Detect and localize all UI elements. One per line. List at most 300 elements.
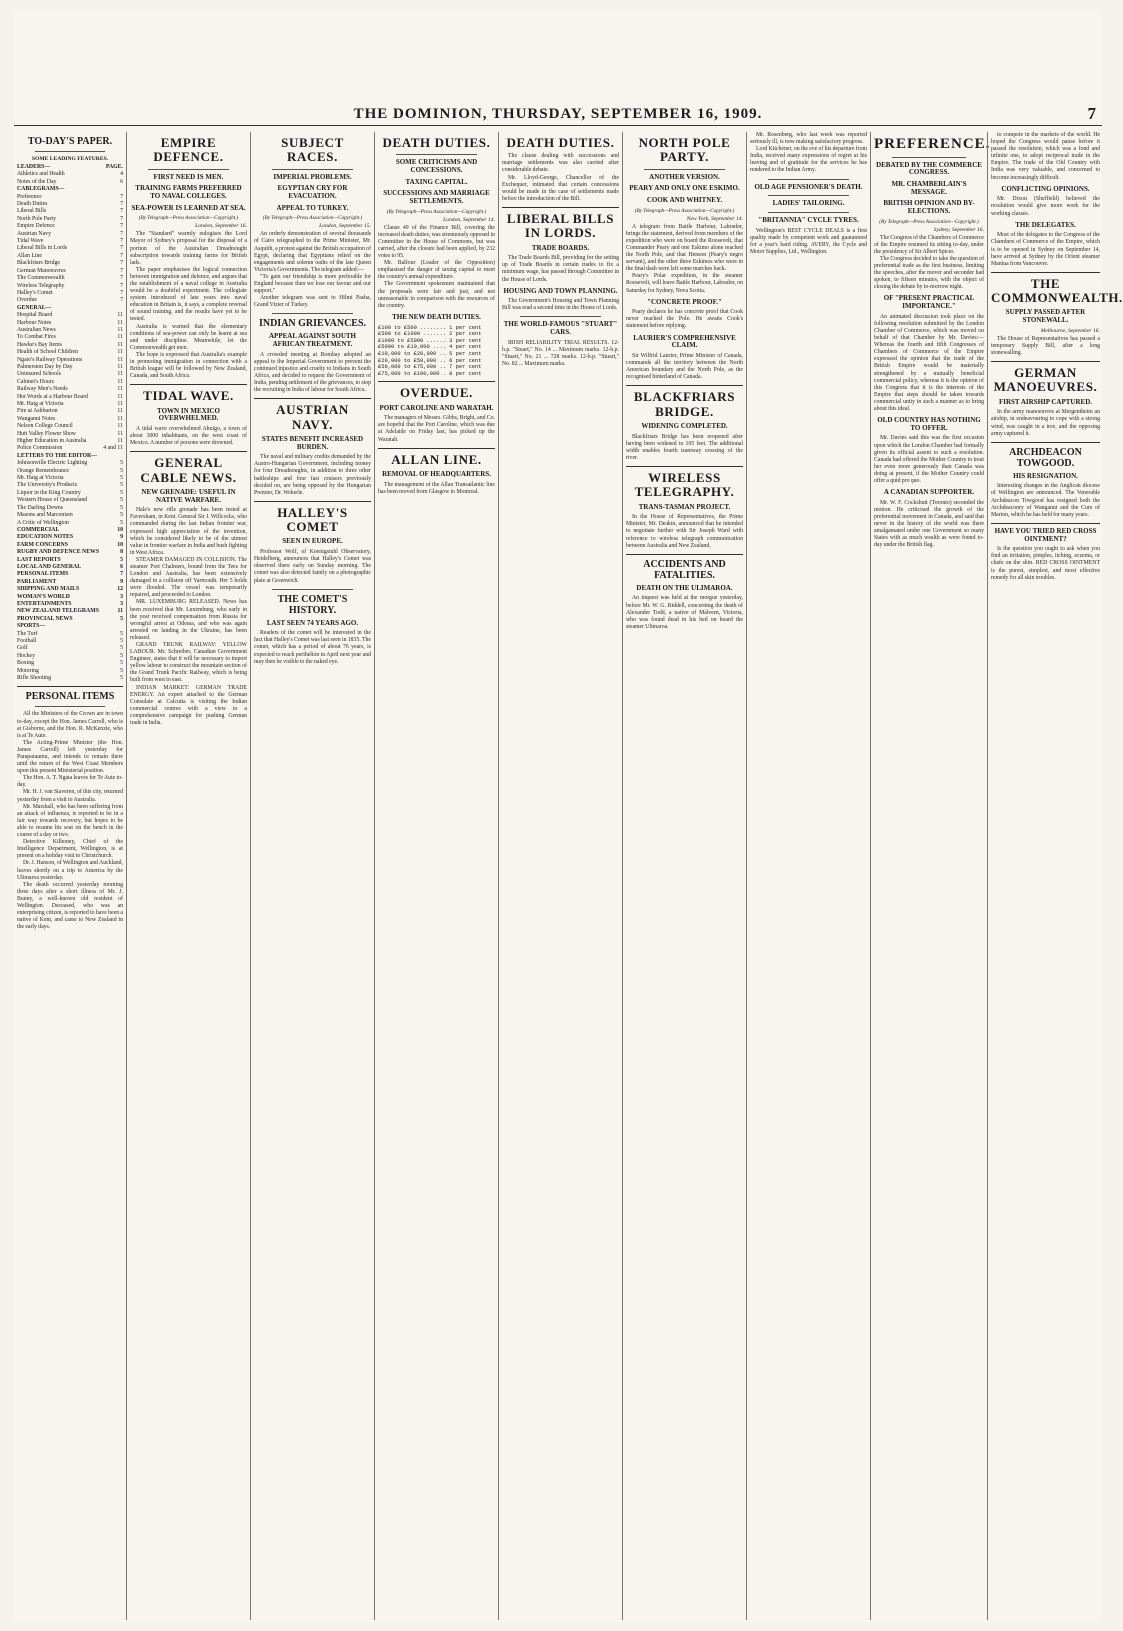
advertisement-heading: "BRITANNIA" CYCLE TYRES. xyxy=(758,215,859,224)
index-entry-label: Hockey xyxy=(17,652,36,659)
index-entry-label: LETTERS TO THE EDITOR— xyxy=(17,452,97,459)
article-paragraph: The hope is expressed that Australia's example in promoting immigration in connection with a British league will be followed by New Zealand, Canada, and South Africa. xyxy=(130,351,247,380)
index-entry-label: Ngaio's Railway Operations xyxy=(17,356,83,363)
article-subheading: LADIES' TAILORING. xyxy=(772,199,845,208)
index-entry-label: Western House of Queensland xyxy=(17,497,88,504)
article-dateline: London, September 14. xyxy=(443,216,495,223)
index-entry-label: German Manoeuvres xyxy=(17,267,66,274)
index-entry-label: The University's Products xyxy=(17,482,77,489)
article-paragraph: IRISH RELIABILITY TRIAL RESULTS. 12-h.p. "Stuart," No. 14 ... Maximum marks. 12-h.p. "Stuart," No. 21 ... 728 marks. 12-h.p. "Stuart," No. 82 ... Maximum marks. xyxy=(502,339,619,368)
article-paragraph: The clause dealing with successions and marriage settlements was also carried after considerable debate. xyxy=(502,153,619,174)
article-body xyxy=(130,507,247,727)
article-body xyxy=(626,353,743,381)
index-entry-label: Higher Education in Australia xyxy=(17,438,87,445)
index-entry xyxy=(17,668,123,675)
article-paragraph: Mr. Lloyd-George, Chancellor of the Exchequer, intimated that certain concessions would be made in the case of settlements made before the introduction of the Bill. xyxy=(502,174,619,202)
index-entry xyxy=(17,520,123,527)
index-entry-page: 11 xyxy=(117,319,123,326)
duties-table xyxy=(378,325,495,378)
article-body xyxy=(254,231,371,309)
index-entry-page: 5 xyxy=(120,482,123,489)
advertisement-heading: HAVE YOU TRIED RED CROSS OINTMENT? xyxy=(994,526,1097,543)
article-byline: (By Telegraph—Press Association—Copyright.) xyxy=(634,207,735,214)
index-entry xyxy=(17,579,123,586)
article-subheading: STATES BENEFIT INCREASED BURDEN. xyxy=(261,434,364,451)
index-entry xyxy=(17,401,123,408)
index-entry-label: LOCAL AND GENERAL xyxy=(17,563,82,570)
article-paragraph: The "Standard" warmly eulogises the Lord Mayor of Sydney's proposal for the disposal of a portion of the Australian Dreadnought subscription towards training farms for British lads. xyxy=(130,231,247,266)
personal-items-text xyxy=(17,711,123,931)
article-paragraph: The Acting-Prime Minister (the Hon. James Carroll) left yesterday for Paraparaumu, and intends to remain there until the return of the West Coast Members upon this present Ministerial position. xyxy=(17,739,123,775)
index-entry xyxy=(17,645,123,652)
table-heading: THE NEW DEATH DUTIES. xyxy=(392,312,481,321)
article-paragraph: An orderly demonstration of several thousands of Cairo telegraphed to the Prime Minister, Mr. Asquith, a protest against the British occupation of Egypt, declaring that Egyptians relied on the engagements and solemn oaths of the late Queen Victoria's Governments. The telegram added:— xyxy=(254,231,371,273)
article-body xyxy=(254,352,371,395)
article-heading: ALLAN LINE. xyxy=(391,451,482,467)
index-entry xyxy=(17,571,123,578)
index-entry-page: 11 xyxy=(117,371,123,378)
article-subheading: CONFLICTING OPINIONS. xyxy=(1001,184,1090,193)
article-heading: DEATH DUTIES. xyxy=(382,135,491,150)
index-entry-label: Boxing xyxy=(17,660,35,667)
article-paragraph: The Congress decided to take the question of preferential trade as the first business, limiting the speeches, after the mover and seconder had spoken, to fifteen minutes, with the object of closing the debate by to-morrow night. xyxy=(874,255,984,291)
article-paragraph: GRAND TRUNK RAILWAY: YELLOW LABOUR. Mr. Schreiber, Canadian Government Engineer, states that it will be necessary to import yellow labour to construct the mountain section of the Grand Trunk Pacific Railway, which is being built from west to east. xyxy=(130,642,247,684)
article-paragraph: Peary declares he has concrete proof that Cook never reached the Pole. He awaits Cook's statement before replying. xyxy=(626,309,743,330)
index-entry-page: 7 xyxy=(120,238,123,245)
index-entry xyxy=(17,638,123,645)
article-subheading: SUPPLY PASSED AFTER STONEWALL. xyxy=(1005,308,1086,325)
index-entry xyxy=(17,186,123,193)
article-paragraph: Mr. W. F. Cockshutt (Toronto) seconded the motion. He criticised the growth of the preferential movement in Canada, and said that never in the history of the world was there amalgamated under one Government so many States with as much wealth as were found to-day under the British flag. xyxy=(874,499,984,549)
index-entry-label: Hot Words at a Harbour Board xyxy=(17,393,89,400)
index-entry-page: 5 xyxy=(120,638,123,644)
index-entry-label: Australian News xyxy=(17,326,56,333)
index-entry-label: Johnsonville Electric Lighting xyxy=(17,460,88,467)
index-entry xyxy=(17,297,123,304)
article-subheading: MR. CHAMBERLAIN'S MESSAGE. xyxy=(891,179,967,196)
column-north-pole xyxy=(622,132,746,1620)
article-paragraph: to compete in the markets of the world. He hoped the Congress would pause before it passed the resolution, which was a fond and infinite one, to adopt reciprocal trade in the Empire. The trade of the Old Country with India was very valuable, and concerned to become increasingly difficult. xyxy=(991,132,1100,181)
article-body xyxy=(130,426,247,447)
index-entry xyxy=(17,171,123,178)
index-entry-page: 7 xyxy=(120,245,123,252)
index-entry xyxy=(17,431,123,438)
index-entry xyxy=(17,623,123,630)
index-entry-label: Orange Remembrance xyxy=(17,467,69,474)
article-body xyxy=(254,630,371,665)
table-row: £500 to £1000 ....... 2 per cent xyxy=(378,331,482,338)
index-entry xyxy=(17,394,123,401)
index-entry-label: EDUCATION NOTES xyxy=(17,534,74,541)
article-dateline: London, September 15. xyxy=(319,223,371,230)
article-subheading: WIDENING COMPLETED. xyxy=(641,421,728,430)
index-entry xyxy=(17,475,123,482)
index-entry-label: Motoring xyxy=(17,667,39,674)
article-heading: TIDAL WAVE. xyxy=(143,388,234,404)
article-paragraph: Sir Wilfrid Laurier, Prime Minister of Canada, commands all the territory between the North American boundary and the North Pole, as the recognised hinterland of Canada. xyxy=(626,352,743,381)
index-entry xyxy=(17,208,123,215)
index-entry-label: The Turf xyxy=(17,630,38,637)
article-heading: INDIAN GRIEVANCES. xyxy=(258,318,367,330)
article-paragraph: An animated discussion took place on the following resolution submitted by the London Chamber of Commerce, which was moved on behalf of that Chamber by Mr. Davies:— Whereas the fourth and fifth Congresses of Chambers of Commerce of the Empire expressed the opinion that the trade of the British Empire would be materially strengthened by a mutually beneficial commercial policy, whereas it is the opinion of this Congress that it is the interests of the Empire that steps should be taken towards commercial unity in such a manner as to bring about this ideal. xyxy=(874,313,984,412)
article-paragraph: Blackfriars Bridge has been reopened after having been widened to 105 feet. The additional width enables fourth tramway crossing of the river. xyxy=(626,433,743,461)
article-subheading: BRITISH OPINION AND BY-ELECTIONS. xyxy=(883,199,975,215)
index-entry-label: Mr. Haig at Victoria xyxy=(17,401,64,407)
article-dateline: Sydney, September 16. xyxy=(933,226,984,233)
article-heading: HALLEY'S COMET xyxy=(277,504,348,535)
index-entry xyxy=(17,675,123,682)
index-entry xyxy=(17,601,123,608)
index-entry-label: Harbour Notes xyxy=(17,319,52,326)
column-empire-defence xyxy=(126,132,250,1620)
index-entry-label: CABLEGRAMS— xyxy=(17,186,65,193)
index-entry xyxy=(17,438,123,445)
article-subheading: A CANADIAN SUPPORTER. xyxy=(883,488,975,497)
article-paragraph: The death occurred yesterday morning three days after a short illness of Mr. J. Bunny, a well-known old resident of Wellington. Deceased, who was an enterprising citizen, is reported to have been a native of Kent, and came to New Zealand in the early days. xyxy=(17,881,123,931)
index-entry-page: 4 xyxy=(120,171,123,178)
index-entry xyxy=(17,371,123,378)
column-todays-paper xyxy=(14,132,126,1620)
article-paragraph: Mr. Dixon (Sheffield) believed the resolution would give more work for the working classes. xyxy=(991,196,1100,217)
article-body xyxy=(991,336,1100,357)
article-subheading: HIS RESIGNATION. xyxy=(1013,471,1078,480)
divider xyxy=(378,448,495,449)
page-number: 7 xyxy=(1087,104,1096,123)
article-subheading: IMPERIAL PROBLEMS. xyxy=(273,172,352,181)
index-entry-label: PARLIAMENT xyxy=(17,578,57,585)
divider xyxy=(991,523,1100,524)
index-entry xyxy=(17,564,123,571)
index-entry-label: Halley's Comet xyxy=(17,289,53,296)
index-entry-page: 5 xyxy=(120,497,123,504)
newspaper-page xyxy=(14,10,1123,1622)
divider xyxy=(254,501,371,502)
article-body xyxy=(874,314,984,413)
index-entry-page: 11 xyxy=(117,312,123,319)
article-subheading: FIRST AIRSHIP CAPTURED. xyxy=(998,397,1093,406)
index-entry-page: 7 xyxy=(120,260,123,267)
index-entry-page: 7 xyxy=(120,230,123,237)
divider xyxy=(35,151,105,152)
article-body xyxy=(502,255,619,283)
index-entry xyxy=(17,260,123,267)
article-paragraph: Hale's new rifle grenade has been tested at Faversham, in Kent. General Sir J. Willcocks, who commanded during the last Indian frontier war, expressed high appreciation of the invention, which he considered likely to be of the utmost value in frontier warfare in India and bush fighting in West Africa. xyxy=(130,507,247,556)
article-body xyxy=(378,482,495,496)
index-entry-page: 7 xyxy=(120,201,123,208)
index-entry-label: Athletics and Health xyxy=(17,171,65,178)
index-entry-label: The Darling Downs xyxy=(17,504,64,511)
article-body xyxy=(130,231,247,380)
index-entry-label: Hutt Valley Flower Show xyxy=(17,430,76,437)
index-entry-label: SPORTS— xyxy=(17,623,46,630)
masthead xyxy=(14,106,1102,126)
article-heading: THE COMET'S HISTORY. xyxy=(277,593,348,616)
table-row: £100 to £500 ........ 1 per cent xyxy=(378,324,482,331)
index-entry xyxy=(17,312,123,319)
index-entry xyxy=(17,660,123,667)
index-entry xyxy=(17,327,123,334)
article-paragraph: INDIAN MARKET: GERMAN TRADE ENERGY. An expert attached to the German Consulate at Calcutta is visiting the Indian commercial centres with a view to a comprehensive campaign for pushing German trade in India. xyxy=(130,684,247,727)
article-subheading: TAXING CAPITAL. xyxy=(405,177,468,186)
article-body xyxy=(991,409,1100,437)
table-row: £5000 to £10,000 .... 4 per cent xyxy=(378,344,482,351)
index-entry-label: Allan Line xyxy=(17,252,42,259)
article-subheading: SEEN IN EUROPE. xyxy=(282,537,343,546)
index-entry xyxy=(17,549,123,556)
article-heading: AUSTRIAN NAVY. xyxy=(276,402,349,432)
article-paragraph: In the army manoeuvres at Mergentheim an airship, in endeavouring to cope with a strong wind, was caught in a tree, and the opposing army captured it. xyxy=(991,409,1100,437)
index-entry-page: 11 xyxy=(117,341,123,348)
article-paragraph: The naval and military credits demanded by the Austro-Hungarian Government, including money for four Dreadnoughts, in addition to three other battleships and four fast cruisers previously decided on, are being opposed by the Hungarian Premier, Dr. Wekerle. xyxy=(254,454,371,496)
index-entry-label: Hospital Board xyxy=(17,312,53,319)
index-entry-page: 5 xyxy=(120,467,123,474)
index-entry-page: 5 xyxy=(120,652,123,659)
article-paragraph: A telegram from Battle Harbour, Labrador, brings the statement, derived from members of the expedition who were on board the Roosevelt, that Commander Peary and one Eskimo alone reached the North Pole, and that Henson (Peary's negro servant), and the other three Eskimos who were in the final dash were left some marches back. xyxy=(626,223,743,273)
index-entry-label: Preference xyxy=(17,193,42,200)
article-body xyxy=(626,224,743,295)
article-paragraph: The Trade Boards Bill, providing for the setting up of Trade Boards in certain trades to fix a minimum wage, has passed through Committee in the House of Lords. xyxy=(502,255,619,283)
column-preference xyxy=(870,132,1123,1620)
index-entry xyxy=(17,527,123,534)
index-entry-page: 11 xyxy=(117,401,123,407)
article-byline: (By Telegraph—Press Association—Copyright.) xyxy=(262,215,363,222)
article-subheading: PEARY AND ONLY ONE ESKIMO. xyxy=(629,184,740,193)
index-entry-label: Masons and Marconism xyxy=(17,512,73,519)
index-entry-page: 9 xyxy=(120,534,123,541)
index-entry-page: 5 xyxy=(120,675,123,682)
index-entry-page: 8 xyxy=(120,549,123,556)
index-entry-page: 11 xyxy=(117,608,123,615)
index-entry-label: Overdue xyxy=(17,297,37,304)
article-heading: EMPIRE DEFENCE. xyxy=(153,135,224,165)
index-entry xyxy=(17,497,123,504)
todays-paper-heading: TO-DAY'S PAPER. xyxy=(27,136,113,147)
index-entry-label: Cabinet's Hours xyxy=(17,378,54,385)
index-entry-page: 5 xyxy=(120,519,123,526)
index-entry-label: Wanganui Notes xyxy=(17,415,56,422)
index-entry xyxy=(17,460,123,467)
article-paragraph: Mr. H. J. van Staveren, of this city, returned yesterday from a visit to Australia. xyxy=(17,789,123,803)
index-entry xyxy=(17,364,123,371)
index-entry xyxy=(17,416,123,423)
index-entry-page: 5 xyxy=(120,645,123,652)
index-entry-label: SHIPPING AND MAILS xyxy=(17,586,80,593)
article-byline: (By Telegraph—Press Association—Copyright.) xyxy=(879,218,979,225)
index-entry-page: 5 xyxy=(120,615,123,622)
index-entry-label: Hawke's Bay Items xyxy=(17,341,62,348)
index-entry-page: 11 xyxy=(117,363,123,370)
index-entry-label: WOMAN'S WORLD xyxy=(17,593,70,600)
index-entry xyxy=(17,482,123,489)
divider xyxy=(991,361,1100,362)
article-paragraph: Most of the delegates to the Congress of the Chambers of Commerce of the Empire, which is to be opened in Sydney on September 14, have arrived at Sydney by the Orient steamer Mantua from Vancouver. xyxy=(991,232,1100,267)
article-paragraph: Is the question you ought to ask when you find an irritation, pimples, itching, eczema, or chafe on the skin. RED CROSS OINTMENT is the purest, simplest, and most effective remedy for all skin troubles. xyxy=(991,546,1100,581)
index-entry xyxy=(17,423,123,430)
divider xyxy=(502,207,619,208)
article-subheading: LAURIER'S COMPREHENSIVE CLAIM. xyxy=(633,333,736,350)
index-entry-label: Blackfriars Bridge xyxy=(17,260,60,267)
article-body xyxy=(626,309,743,330)
index-entry-page: 7 xyxy=(120,267,123,274)
index-entry-page: 3 xyxy=(120,600,123,607)
article-paragraph: Wellington's BEST CYCLE DEALS is a first quality made by competent work and guaranteed for a year's hard riding. AVERY, the Cycle and Motor Supplies, Ltd., Wellington. xyxy=(750,227,867,255)
index-entry-page: 7 xyxy=(120,223,123,230)
index-entry xyxy=(17,245,123,252)
index-entry-label: Mr. Haig at Victoria xyxy=(17,475,64,482)
article-body xyxy=(991,196,1100,217)
index-entry-label: Wireless Telegraphy xyxy=(17,282,65,289)
article-subheading: APPEAL AGAINST SOUTH AFRICAN TREATMENT. xyxy=(268,332,356,349)
index-entry-page: 10 xyxy=(117,541,123,548)
divider xyxy=(272,169,353,170)
preference-subcolumn-a xyxy=(871,132,991,549)
index-entry-page: 5 xyxy=(120,660,123,667)
index-entry-label: Fire at Ashburton xyxy=(17,408,58,415)
article-subheading: LAST SEEN 74 YEARS AGO. xyxy=(266,618,359,627)
index-entry xyxy=(17,334,123,341)
index-entry xyxy=(17,653,123,660)
article-heading: GERMAN MANOEUVRES. xyxy=(993,365,1098,395)
article-subheading: OLD AGE PENSIONER'S DEATH. xyxy=(754,182,863,191)
index-entry-page: 7 xyxy=(120,193,123,200)
divider xyxy=(130,384,247,385)
index-entry-label: Liberal Bills xyxy=(17,208,47,215)
index-entry xyxy=(17,231,123,238)
index-entry-label: Tidal Wave xyxy=(17,238,44,245)
index-entry-page: 5 xyxy=(120,667,123,674)
article-paragraph: The Government spokesmen maintained that the proposals were fair and just, and not unreasonable in comparison with the resources of the country. xyxy=(378,281,495,309)
article-body xyxy=(378,225,495,310)
index-entry-page: 7 xyxy=(120,289,123,296)
index-entry-page: 11 xyxy=(117,408,123,415)
article-body xyxy=(626,595,743,630)
index-entry xyxy=(17,445,123,452)
table-row: £10,000 to £20,000 .. 5 per cent xyxy=(378,350,482,357)
article-body xyxy=(502,153,619,203)
divider xyxy=(626,466,743,467)
index-entry-page: PAGE. xyxy=(105,164,123,170)
index-entry xyxy=(17,616,123,623)
article-paragraph: The House of Representatives has passed a temporary Supply Bill, after a long stonewalling. xyxy=(991,335,1100,356)
index-entry-page: 11 xyxy=(117,393,123,400)
index-entry-page: 5 xyxy=(120,504,123,511)
divider xyxy=(520,316,601,317)
article-paragraph: Mr. Davies said this was the first occasion upon which the London Chamber had formally given its official assent to such a resolution. Canada had offered the Mother Country to treat her even more generously than Canada was doing at present, if the Mother Country could offer a quid pro quo. xyxy=(874,435,984,484)
column-death-duties xyxy=(374,132,498,1620)
article-subheading: TRAINING FARMS PREFERRED TO NAVAL COLLEGES. xyxy=(135,184,242,200)
index-entry xyxy=(17,408,123,415)
table-row: £20,000 to £50,000 .. 6 per cent xyxy=(378,357,482,364)
article-subheading: NEW GRENADE: USEFUL IN NATIVE WARFARE. xyxy=(141,487,236,504)
article-paragraph: Dr. J. Hanson, of Wellington and Auckland, leaves shortly on a trip to America by the Ulimaroa yesterday. xyxy=(17,860,123,881)
index-entry-label: LEADERS— xyxy=(17,164,51,170)
index-entry-label: NEW ZEALAND TELEGRAMS xyxy=(17,608,99,615)
preference-subcolumn-b xyxy=(987,132,1123,1620)
index-entry xyxy=(17,468,123,475)
divider xyxy=(396,154,477,155)
index-entry xyxy=(17,349,123,356)
article-body xyxy=(254,454,371,497)
index-entry-page: 11 xyxy=(117,356,123,363)
index-entry xyxy=(17,594,123,601)
article-subheading: TRANS-TASMAN PROJECT. xyxy=(638,502,731,511)
index-entry-label: Railway Men's Needs xyxy=(17,386,68,393)
article-subheading: OF "PRESENT PRACTICAL IMPORTANCE." xyxy=(883,294,975,311)
index-entry xyxy=(17,275,123,282)
index-entry-page: 11 xyxy=(117,349,123,356)
index-entry-page: 7 xyxy=(120,275,123,282)
article-paragraph: Another telegram was sent to Hilmi Pasha, Grand Vizier of Turkey. xyxy=(254,295,371,309)
index-entry-page: 5 xyxy=(120,556,123,563)
divider xyxy=(768,212,849,213)
article-paragraph: Mr. Marshall, who has been suffering from an attack of influenza, is reported to be in a fair way towards recovery, but hopes to be able to resume his seat on the bench in the course of a day or two. xyxy=(17,803,123,839)
index-entry-page: 3 xyxy=(120,593,123,600)
article-body xyxy=(626,434,743,462)
index-entry xyxy=(17,631,123,638)
article-paragraph: An inquest was held at the morgue yesterday, before Mr. W. G. Riddell, concerning the death of Alexander Todd, a native of Malvern, Victoria, who was found dead in his bed on board the steamer Ulimaroa. xyxy=(626,595,743,630)
article-body xyxy=(874,435,984,485)
divider xyxy=(626,554,743,555)
index-entry xyxy=(17,357,123,364)
index-entry-page: 7 xyxy=(120,215,123,222)
index-entry xyxy=(17,305,123,312)
article-heading: OVERDUE. xyxy=(399,385,474,401)
index-entry-page: 11 xyxy=(117,386,123,393)
index-entry xyxy=(17,586,123,593)
index-entry-label: Palmerston Day by Day xyxy=(17,363,73,370)
index-entry-label: Health of School Children xyxy=(17,349,79,356)
todays-paper-subheading: SOME LEADING FEATURES. xyxy=(31,156,109,162)
divider xyxy=(17,686,123,687)
index-entry xyxy=(17,268,123,275)
table-row: £50,000 to £75,000 .. 7 per cent xyxy=(378,364,482,371)
article-subheading: SUCCESSIONS AND MARRIAGE SETTLEMENTS. xyxy=(383,189,490,206)
index-entry-label: Notes of the Day xyxy=(17,178,57,185)
index-entry-page: 11 xyxy=(117,438,123,445)
article-subheading: SOME CRITICISMS AND CONCESSIONS. xyxy=(395,158,478,174)
article-heading: NORTH POLE PARTY. xyxy=(638,135,731,165)
article-paragraph: Australia is warned that the elementary conditions of sea-power can only be learnt at sea and under discipline. Meanwhile, let the Commonwealth get men. xyxy=(130,323,247,351)
index-entry-page: 5 xyxy=(120,475,123,482)
index-entry-page: 11 xyxy=(117,423,123,430)
column-death-duties-continued xyxy=(498,132,622,1620)
article-paragraph: Peary's Polar expedition, in the steamer Roosevelt, will leave Battle Harbour, Labrador, on Saturday for Sydney, Nova Scotia. xyxy=(626,273,743,294)
index-entry-label: Police Commission xyxy=(17,445,63,452)
index-entry-page: 7 xyxy=(120,208,123,215)
index-entry-page: 5 xyxy=(120,460,123,467)
advertisement-body xyxy=(750,228,867,256)
article-dateline: Melbourne, September 16. xyxy=(1040,327,1100,334)
article-body xyxy=(991,232,1100,267)
index-entry-label: Uninsured Schools xyxy=(17,371,61,378)
article-paragraph: Readers of the comet will be interested in the fact that Halley's Comet was last seen in 1835. The comet, which has a period of about 76 years, is expected to reach perihelion in April next year and may then be visible to the naked eye. xyxy=(254,630,371,665)
divider xyxy=(148,169,229,170)
index-entry xyxy=(17,557,123,564)
index-entry-page: 11 xyxy=(117,378,123,385)
index-entry xyxy=(17,223,123,230)
index-entry xyxy=(17,283,123,290)
index-entry xyxy=(17,534,123,541)
index-entry-label: To Combat Fires xyxy=(17,334,56,341)
article-heading: GENERAL CABLE NEWS. xyxy=(140,455,237,485)
index-entry-label: GENERAL— xyxy=(17,304,52,311)
index-entry-page: 11 xyxy=(117,430,123,437)
index-entry-page: 10 xyxy=(117,526,123,533)
article-paragraph: Mr. Balfour (Leader of the Opposition) emphasised the danger of taxing capital to meet the country's annual expenditure. xyxy=(378,260,495,281)
article-paragraph: MR. LUXEMBURG RELEASED. News has been received that Mr. Luxemburg, who early in the year received compensation from Russia for wrongful arrest at Odessa, and who was again arrested on landing in the Ukraine, has been released. xyxy=(130,599,247,641)
index-entry xyxy=(17,386,123,393)
article-body xyxy=(502,298,619,312)
